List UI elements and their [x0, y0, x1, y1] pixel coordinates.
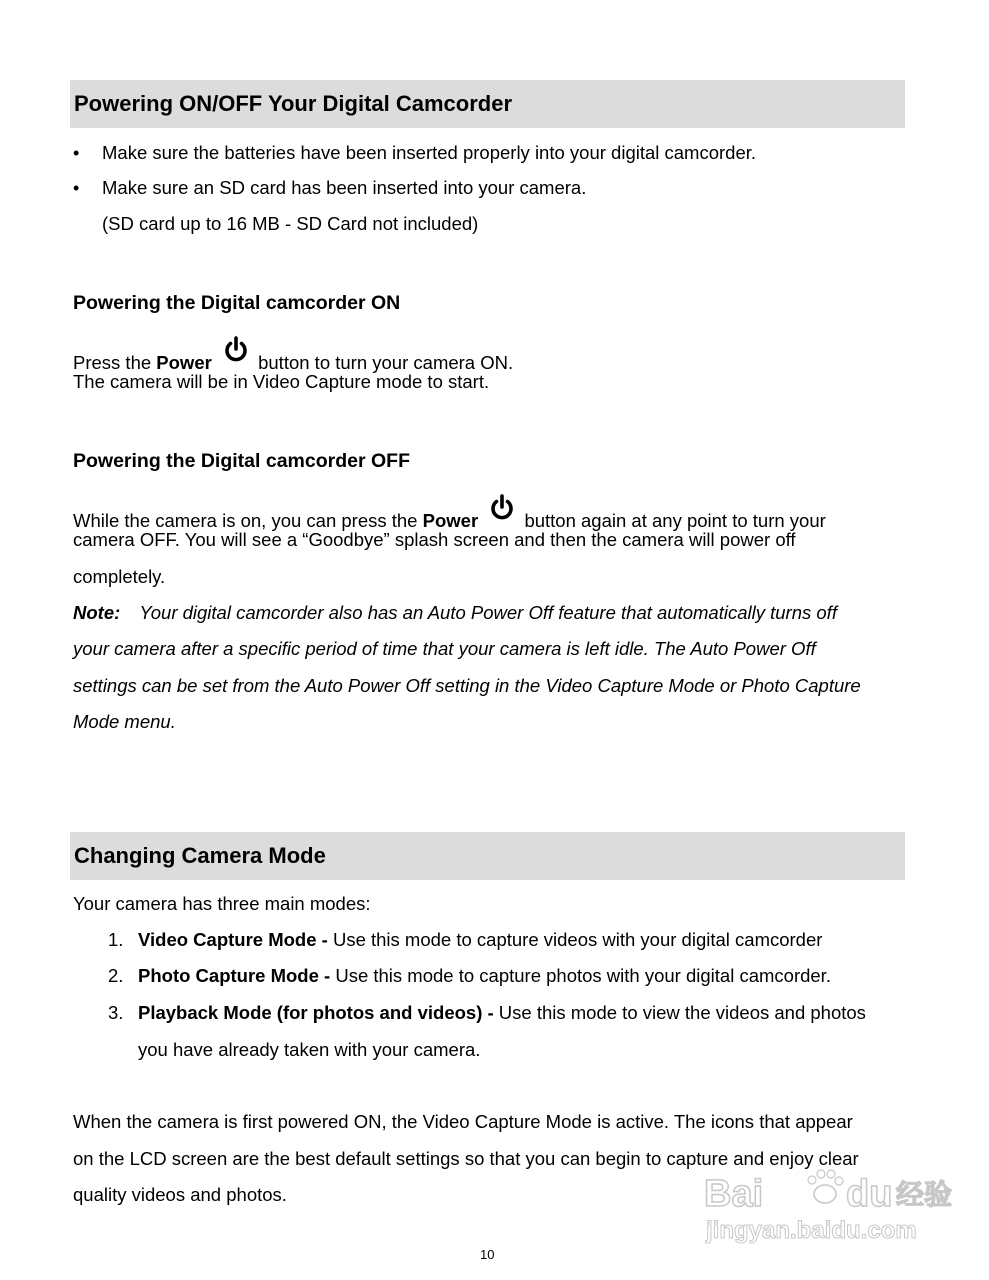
power-on-instruction	[73, 335, 513, 375]
text: Press the	[73, 352, 152, 373]
bullet-dot: •	[73, 178, 80, 198]
power-on-note: The camera will be in Video Capture mode to start.	[73, 371, 490, 392]
baidu-watermark-logo	[700, 1160, 953, 1245]
power-icon	[489, 493, 515, 521]
note-line: Mode menu.	[73, 711, 176, 732]
section-title: Powering ON/OFF Your Digital Camcorder	[74, 91, 513, 116]
list-item	[138, 928, 822, 952]
power-off-instruction	[73, 493, 826, 533]
watermark-url: jingyan.baidu.com	[706, 1217, 917, 1244]
note-line: settings can be set from the Auto Power Off setting in the Video Capture Mode or Photo Capture	[73, 675, 861, 696]
note-line	[73, 601, 837, 625]
watermark-cn: 经验	[896, 1178, 953, 1211]
section-heading-mode	[70, 832, 905, 880]
watermark-du: du	[846, 1173, 893, 1215]
power-icon	[223, 335, 249, 363]
mode-name: Playback Mode (for photos and videos) -	[138, 1002, 494, 1023]
paw-icon	[808, 1170, 843, 1203]
note-label: Note:	[73, 602, 121, 623]
mode-name: Video Capture Mode -	[138, 929, 328, 950]
list-number: 1.	[108, 929, 124, 950]
text: button to turn your camera ON.	[258, 352, 514, 373]
page-number: 10	[480, 1247, 495, 1262]
bullet-note: (SD card up to 16 MB - SD Card not included)	[102, 213, 479, 234]
mode-desc: Use this mode to view the videos and photos	[498, 1002, 866, 1023]
text: button again at any point to turn your	[524, 510, 826, 531]
bullet-text: Make sure the batteries have been inserted properly into your digital camcorder.	[102, 142, 757, 163]
text: While the camera is on, you can press the	[73, 510, 418, 531]
watermark-brand: Bai	[704, 1173, 764, 1215]
subheading-off: Powering the Digital camcorder OFF	[73, 450, 410, 472]
paragraph-line: When the camera is first powered ON, the Video Capture Mode is active. The icons that appear	[73, 1111, 853, 1132]
paragraph-line: on the LCD screen are the best default settings so that you can begin to capture and enjoy clear	[73, 1148, 859, 1169]
note-line: your camera after a specific period of time that your camera is left idle. The Auto Power Off	[73, 638, 816, 659]
subheading-on: Powering the Digital camcorder ON	[73, 292, 401, 314]
mode-desc: Use this mode to capture videos with your digital camcorder	[332, 929, 823, 950]
list-number: 3.	[108, 1002, 124, 1023]
list-item-continuation: you have already taken with your camera.	[138, 1039, 481, 1060]
mode-name: Photo Capture Mode -	[138, 965, 331, 986]
power-label: Power	[156, 352, 212, 373]
list-item	[138, 964, 831, 988]
section-heading-powering	[70, 80, 905, 128]
mode-desc: Use this mode to capture photos with your digital camcorder.	[335, 965, 831, 986]
list-number: 2.	[108, 965, 124, 986]
section-title: Changing Camera Mode	[74, 843, 326, 868]
power-label: Power	[422, 510, 479, 531]
bullet-text: Make sure an SD card has been inserted into your camera.	[102, 177, 587, 198]
paragraph-line: quality videos and photos.	[73, 1184, 287, 1205]
modes-intro: Your camera has three main modes:	[73, 893, 371, 914]
note-text: Your digital camcorder also has an Auto Power Off feature that automatically turns off	[139, 602, 837, 623]
power-off-line: camera OFF. You will see a “Goodbye” splash screen and then the camera will power off	[73, 529, 796, 550]
list-item	[138, 1001, 866, 1025]
power-off-line: completely.	[73, 566, 166, 587]
bullet-dot: •	[73, 143, 80, 163]
